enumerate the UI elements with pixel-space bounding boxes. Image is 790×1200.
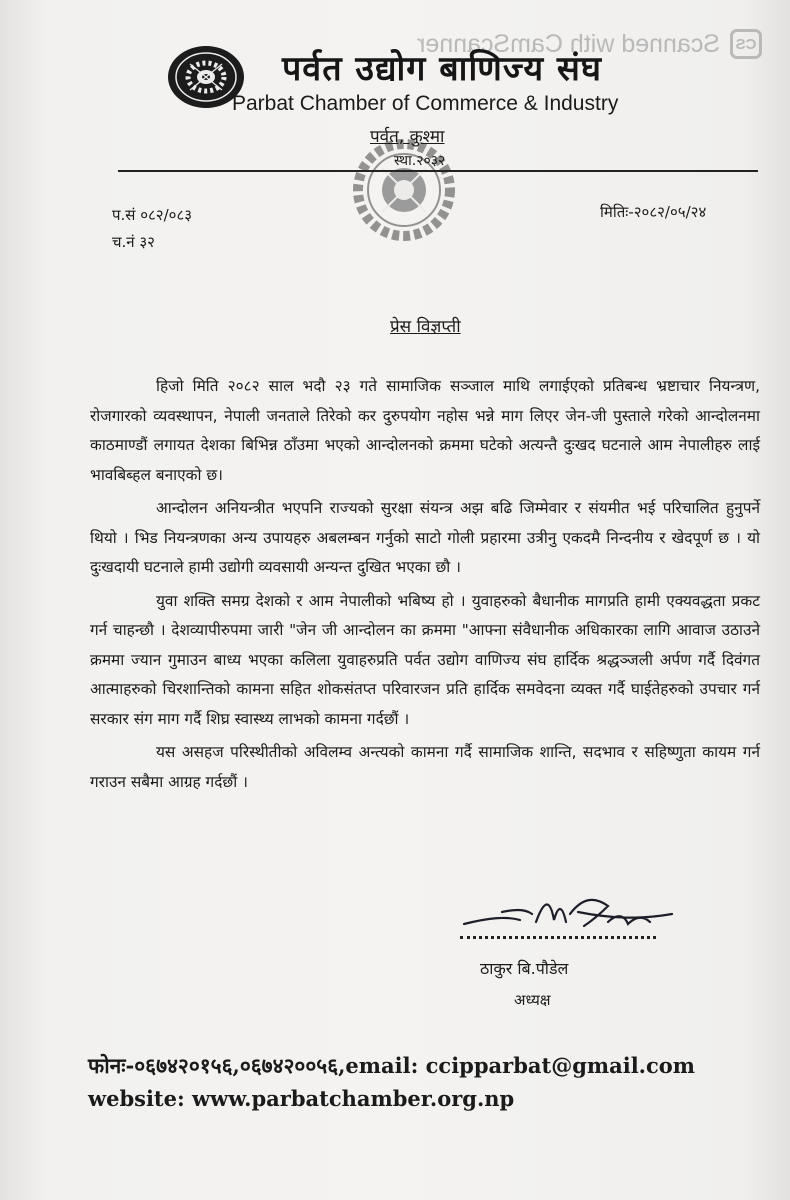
handwritten-signature-icon [458, 892, 678, 942]
website-info: website: www.parbatchamber.org.np [88, 1086, 515, 1111]
paragraph: यस असहज परिस्थीतीको अविलम्व अन्त्यको कामना गर्दै सामाजिक शान्ति, सदभाव र सहिष्णुता कायम गर्न गराउन सबैमा आग्रह गर्दछौं । [90, 743, 760, 791]
letter-date: मितिः-२०८२/०५/२४ [600, 203, 707, 221]
contact-info: फोनः-०६७४२०१५६,०६७४२००५६,email: ccipparbat@gmail.com [88, 1053, 696, 1078]
signatory-name: ठाकुर बि.पौडेल [480, 959, 569, 978]
org-address: पर्वत, कुश्मा [370, 127, 445, 147]
press-release-body [90, 372, 760, 801]
org-established: स्था.२०३२ [394, 153, 446, 169]
press-release-title: प्रेस विज्ञप्ती [390, 317, 461, 337]
header-divider [118, 170, 758, 172]
watermark-text: Scanned with CamScanner [417, 29, 720, 58]
dispatch-number: च.नं ३२ [112, 233, 155, 251]
camscanner-icon: CS [730, 29, 762, 59]
org-name-english: Parbat Chamber of Commerce & Industry [232, 92, 619, 115]
signature-line [460, 936, 656, 939]
org-name-nepali: पर्वत उद्योग बाणिज्य संघ [282, 49, 602, 89]
signatory-title: अध्यक्ष [514, 991, 551, 1009]
paragraph: आन्दोलन अनियन्त्रीत भएपनि राज्यको सुरक्षा संयन्त्र अझ बढि जिम्मेवार र संयमीत भई परिचालित हुनुपर्ने थियो । भिड नियन्त्रणका अन्य उपायहरु अबलम्बन गर्नुको साटो गोली प्रहारमा उत्रीनु एकदमै निन्दनीय र खेदपूर्ण छ । यो दुःखदायी घटनाले हामी उद्योगी व्यवसायी अन्यन्त दुखित भएका छौ । [90, 499, 760, 576]
reference-number: प.सं ०८२/०८३ [112, 206, 193, 224]
paragraph: हिजो मिति २०८२ साल भदौ २३ गते सामाजिक सञ्जाल माथि लगाईएको प्रतिबन्ध भ्रष्टाचार नियन्त्रण, रोजगारको व्यवस्थापन, नेपाली जनताले तिरेको कर दुरुपयोग नहोस भन्ने माग लिएर जेन-जी पुस्ताले गरेको आन्दोलनमा काठमाण्डौं लगायत देशका बिभिन्न ठाँउमा भएको आन्दोलनको क्रममा घटेको अत्यन्तै दुःखद घटनाले आम नेपालीहरु लाई भावबिब्हल बनाएको छ। [90, 377, 760, 484]
paragraph: युवा शक्ति समग्र देशको र आम नेपालीको भबिष्य हो । युवाहरुको बैधानीक मागप्रति हामी एक्यवद्धता प्रकट गर्न चाहन्छौ । देशव्यापीरुपमा जारी "जेन जी आन्दोलन का क्रममा "आफ्ना संवैधानीक अधिकारका लागि आवाज उठाउने क्रममा ज्यान गुमाउन बाध्य भएका कलिला युवाहरुप्रति पर्वत उद्योग वाणिज्य संघ हार्दिक श्रद्धञ्जली अर्पण गर्दै दिवंगत आत्माहरुको चिरशान्तिको कामना सहित शोकसंतप्त परिवारजन प्रति हार्दिक समवेदना व्यक्त गर्दै घाईतेहरुको उपचार गर्न सरकार संग माग गर्दै शिघ्र स्वास्थ्य लाभको कामना गर्दछौं । [90, 591, 760, 728]
